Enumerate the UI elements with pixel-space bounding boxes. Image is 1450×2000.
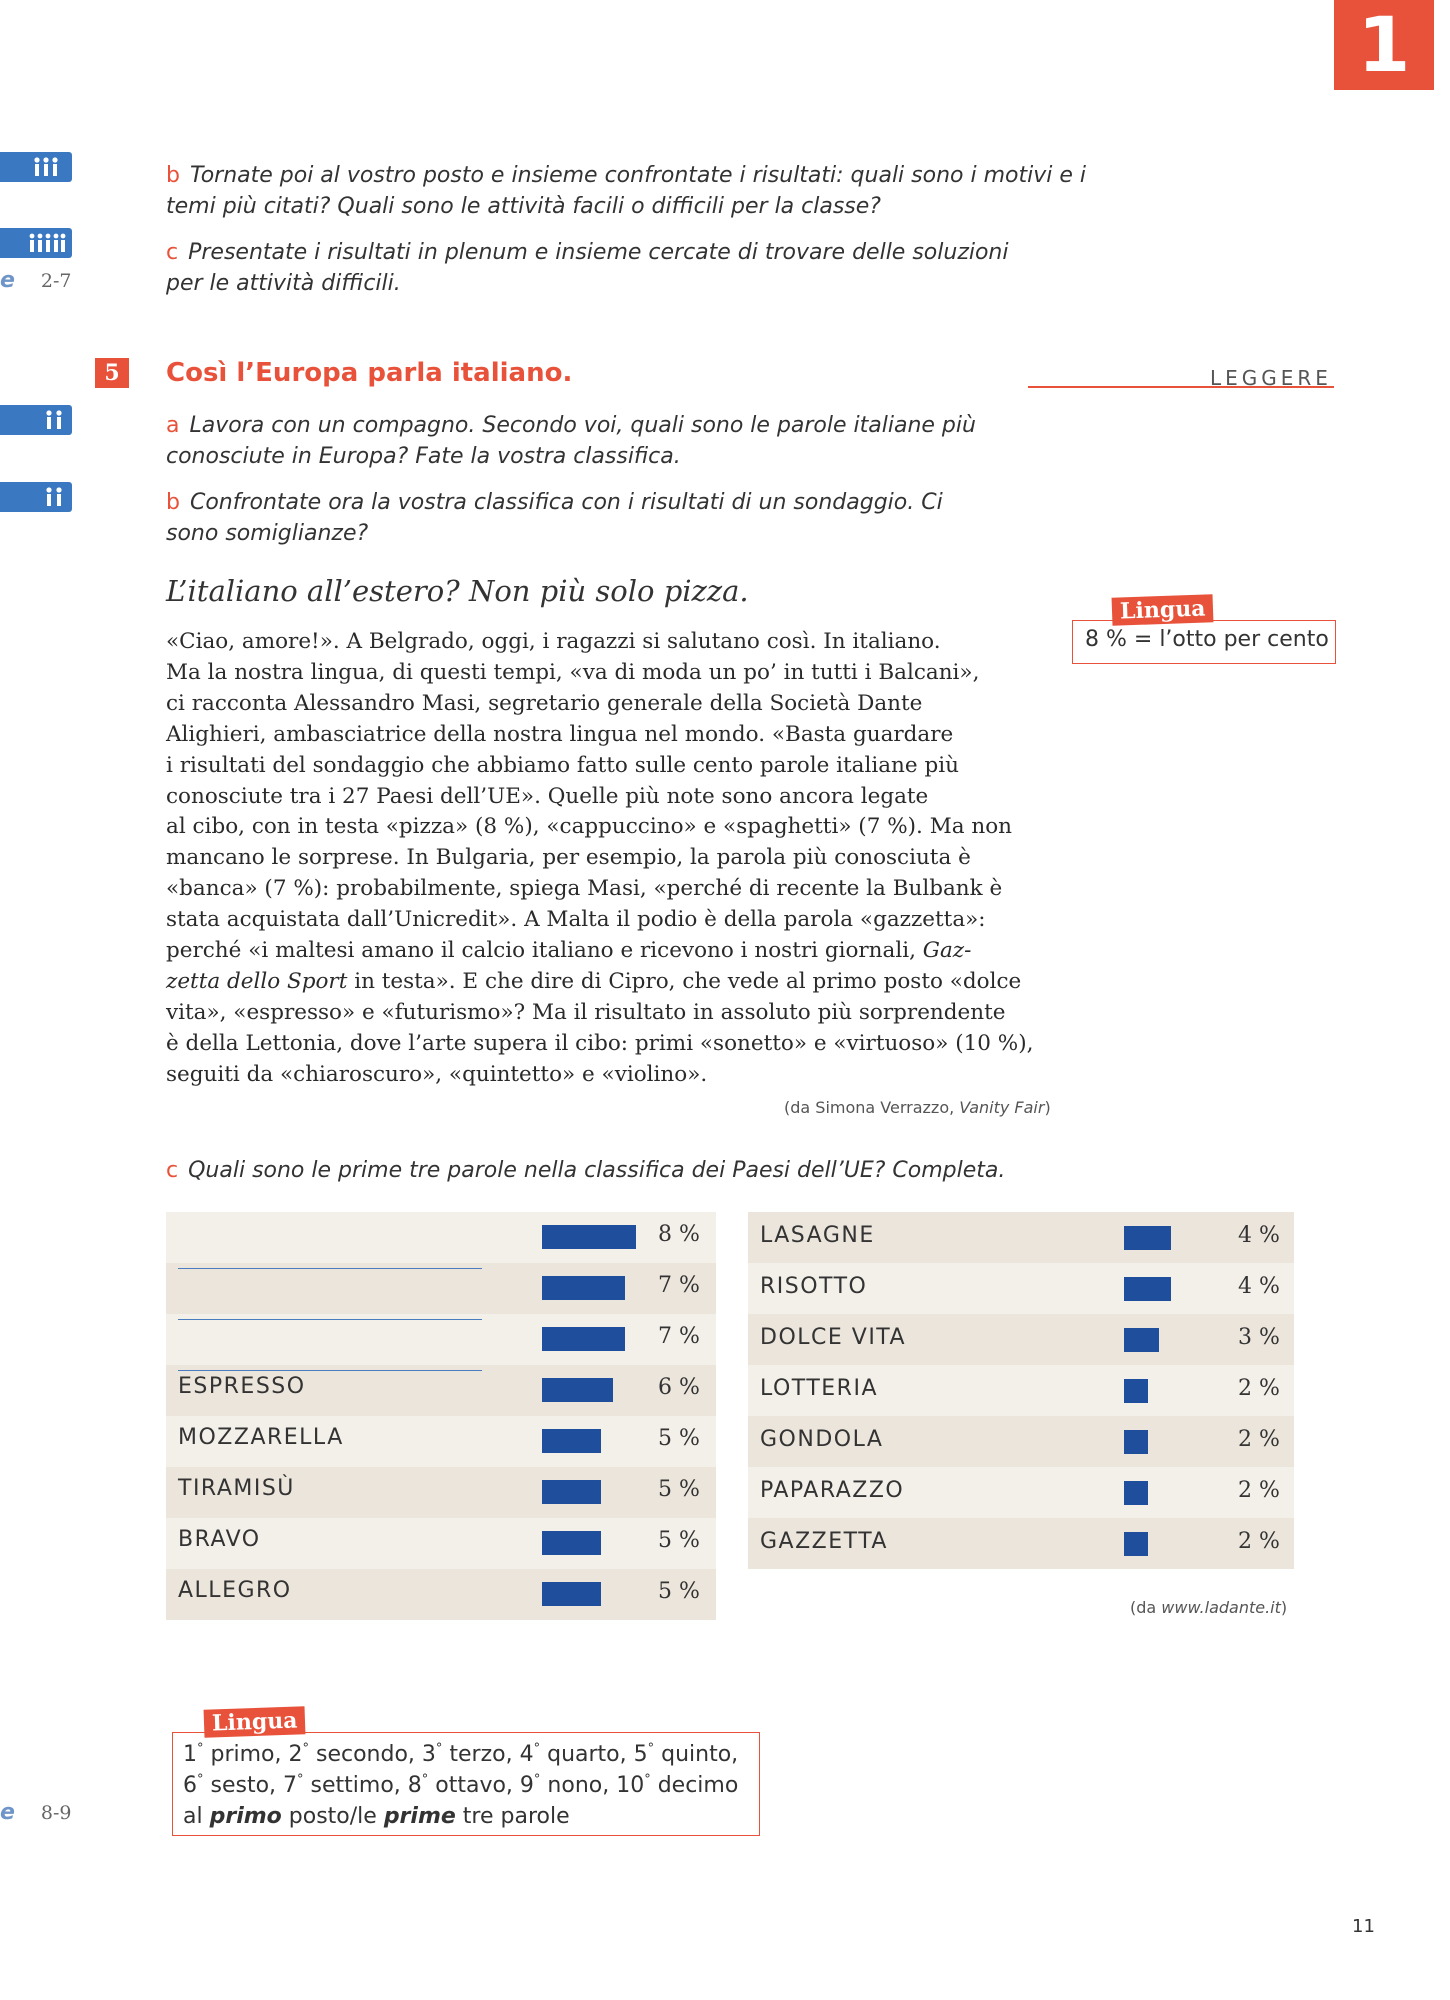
exercise-number: 5 bbox=[95, 358, 129, 388]
answer-input-1[interactable] bbox=[178, 1246, 482, 1269]
survey-bar bbox=[542, 1378, 613, 1402]
survey-table-right bbox=[748, 1212, 1294, 1569]
page-number: 11 bbox=[1352, 1916, 1375, 1937]
article-title: L’italiano all’estero? Non più solo pizza. bbox=[166, 574, 749, 608]
survey-percent: 2 % bbox=[1238, 1376, 1280, 1401]
survey-percent: 5 % bbox=[658, 1528, 700, 1553]
article-line: al cibo, con in testa «pizza» (8 %), «cappuccino» e «spaghetti» (7 %). Ma non bbox=[166, 814, 1012, 840]
survey-percent: 2 % bbox=[1238, 1478, 1280, 1503]
ordinals-line-3: al primo posto/le prime tre parole bbox=[183, 1804, 570, 1829]
exercise-book-ref: e 2-7 bbox=[0, 268, 72, 293]
pair-work-icon bbox=[0, 482, 72, 512]
survey-bar bbox=[542, 1531, 601, 1555]
survey-percent: 4 % bbox=[1238, 1223, 1280, 1248]
survey-percent: 5 % bbox=[658, 1426, 700, 1451]
survey-bar bbox=[1124, 1277, 1171, 1301]
article-line: «banca» (7 %): probabilmente, spiega Masi, «perché di recente la Bulbank è bbox=[166, 876, 1003, 902]
survey-word: ESPRESSO bbox=[178, 1374, 306, 1399]
article-body bbox=[166, 627, 1086, 1091]
article-line: Alighieri, ambasciatrice della nostra lingua nel mondo. «Basta guardare bbox=[166, 721, 954, 747]
survey-word: BRAVO bbox=[178, 1527, 261, 1552]
survey-percent: 6 % bbox=[658, 1375, 700, 1400]
survey-percent: 5 % bbox=[658, 1477, 700, 1502]
exercise-book-icon: e bbox=[0, 268, 15, 293]
exercise-book-icon: e bbox=[0, 1800, 15, 1825]
survey-word: PAPARAZZO bbox=[760, 1478, 905, 1503]
article-line: zetta dello Sport in testa». E che dire di Cipro, che vede al primo posto «dolce bbox=[166, 968, 1022, 994]
lingua-tag: Lingua bbox=[1112, 594, 1214, 626]
class-work-icon bbox=[0, 228, 72, 258]
article-line: ci racconta Alessandro Masi, segretario generale della Società Dante bbox=[166, 690, 923, 716]
survey-bar bbox=[1124, 1328, 1159, 1352]
survey-credit: (da www.ladante.it) bbox=[1130, 1598, 1288, 1617]
survey-word: GONDOLA bbox=[760, 1427, 884, 1452]
survey-word: MOZZARELLA bbox=[178, 1425, 344, 1450]
skill-label: LEGGERE bbox=[1210, 366, 1332, 390]
ordinals-line-2: 6° sesto, 7° settimo, 8° ottavo, 9° nono, 10° decimo bbox=[183, 1772, 739, 1798]
article-line: «Ciao, amore!». A Belgrado, oggi, i ragazzi si salutano così. In italiano. bbox=[166, 629, 941, 654]
survey-bar bbox=[542, 1480, 601, 1504]
survey-bar bbox=[542, 1327, 625, 1351]
task-a: a Lavora con un compagno. Secondo voi, quali sono le parole italiane più conosciute in Europa? Fate la vostra classifica. bbox=[166, 413, 976, 469]
survey-word: DOLCE VITA bbox=[760, 1325, 907, 1350]
article-line: i risultati del sondaggio che abbiamo fatto sulle cento parole italiane più bbox=[166, 752, 959, 778]
answer-input-2[interactable] bbox=[178, 1297, 482, 1320]
survey-word: LOTTERIA bbox=[760, 1376, 879, 1401]
survey-percent: 7 % bbox=[658, 1273, 700, 1298]
survey-bar bbox=[542, 1276, 625, 1300]
article-line: stata acquistata dall’Unicredit». A Malta il podio è della parola «gazzetta»: bbox=[166, 907, 986, 933]
group-work-icon bbox=[0, 152, 72, 182]
survey-bar bbox=[1124, 1379, 1148, 1403]
survey-percent: 5 % bbox=[658, 1579, 700, 1604]
survey-bar bbox=[542, 1429, 601, 1453]
article-line: seguiti da «chiaroscuro», «quintetto» e «violino». bbox=[166, 1061, 708, 1087]
survey-word: ALLEGRO bbox=[178, 1578, 292, 1603]
survey-word: TIRAMISÙ bbox=[178, 1476, 295, 1501]
article-credit: (da Simona Verrazzo, Vanity Fair) bbox=[784, 1098, 1051, 1117]
survey-bar bbox=[1124, 1481, 1148, 1505]
survey-percent: 7 % bbox=[658, 1324, 700, 1349]
survey-percent: 2 % bbox=[1238, 1427, 1280, 1452]
survey-bar bbox=[1124, 1226, 1171, 1250]
exercise-book-ref: e 8-9 bbox=[0, 1800, 72, 1825]
task-b: b Confrontate ora la vostra classifica con i risultati di un sondaggio. Ci sono somiglianze? bbox=[166, 490, 943, 546]
survey-word: LASAGNE bbox=[760, 1223, 875, 1248]
survey-word: RISOTTO bbox=[760, 1274, 868, 1299]
survey-bar bbox=[542, 1582, 601, 1606]
chapter-number-tab: 1 bbox=[1334, 0, 1434, 90]
article-line: Ma la nostra lingua, di questi tempi, «va di moda un po’ in tutti i Balcani», bbox=[166, 659, 980, 685]
answer-input-3[interactable] bbox=[178, 1348, 482, 1371]
survey-bar bbox=[542, 1225, 636, 1249]
survey-percent: 4 % bbox=[1238, 1274, 1280, 1299]
pair-work-icon bbox=[0, 405, 72, 435]
survey-percent: 3 % bbox=[1238, 1325, 1280, 1350]
survey-percent: 8 % bbox=[658, 1222, 700, 1247]
task-c-prev: c Presentate i risultati in plenum e insieme cercate di trovare delle soluzioni per le attività difficili. bbox=[166, 240, 1009, 296]
survey-bar bbox=[1124, 1430, 1148, 1454]
article-line: è della Lettonia, dove l’arte supera il cibo: primi «sonetto» e «virtuoso» (10 %), bbox=[166, 1030, 1034, 1056]
lingua-box-percent: 8 % = l’otto per cento bbox=[1072, 620, 1336, 664]
exercise-title: Così l’Europa parla italiano. bbox=[166, 358, 573, 388]
survey-table-left bbox=[166, 1212, 716, 1620]
survey-bar bbox=[1124, 1532, 1148, 1556]
article-line: vita», «espresso» e «futurismo»? Ma il risultato in assoluto più sorprendente bbox=[166, 999, 1006, 1025]
ordinals-line-1: 1° primo, 2° secondo, 3° terzo, 4° quarto, 5° quinto, bbox=[183, 1741, 739, 1767]
article-line: conosciute tra i 27 Paesi dell’UE». Quelle più note sono ancora legate bbox=[166, 783, 929, 809]
survey-percent: 2 % bbox=[1238, 1529, 1280, 1554]
article-line: mancano le sorprese. In Bulgaria, per esempio, la parola più conosciuta è bbox=[166, 845, 971, 871]
article-line: perché «i maltesi amano il calcio italiano e ricevono i nostri giornali, Gaz- bbox=[166, 938, 972, 964]
lingua-box-ordinals bbox=[172, 1732, 760, 1836]
task-b-prev: b Tornate poi al vostro posto e insieme confrontate i risultati: quali sono i motivi e i temi più citati? Quali sono le attività facili o difficili per la classe? bbox=[166, 163, 1086, 219]
lingua-tag: Lingua bbox=[204, 1706, 306, 1738]
survey-word: GAZZETTA bbox=[760, 1529, 888, 1554]
task-c: c Quali sono le prime tre parole nella classifica dei Paesi dell’UE? Completa. bbox=[166, 1158, 1006, 1183]
